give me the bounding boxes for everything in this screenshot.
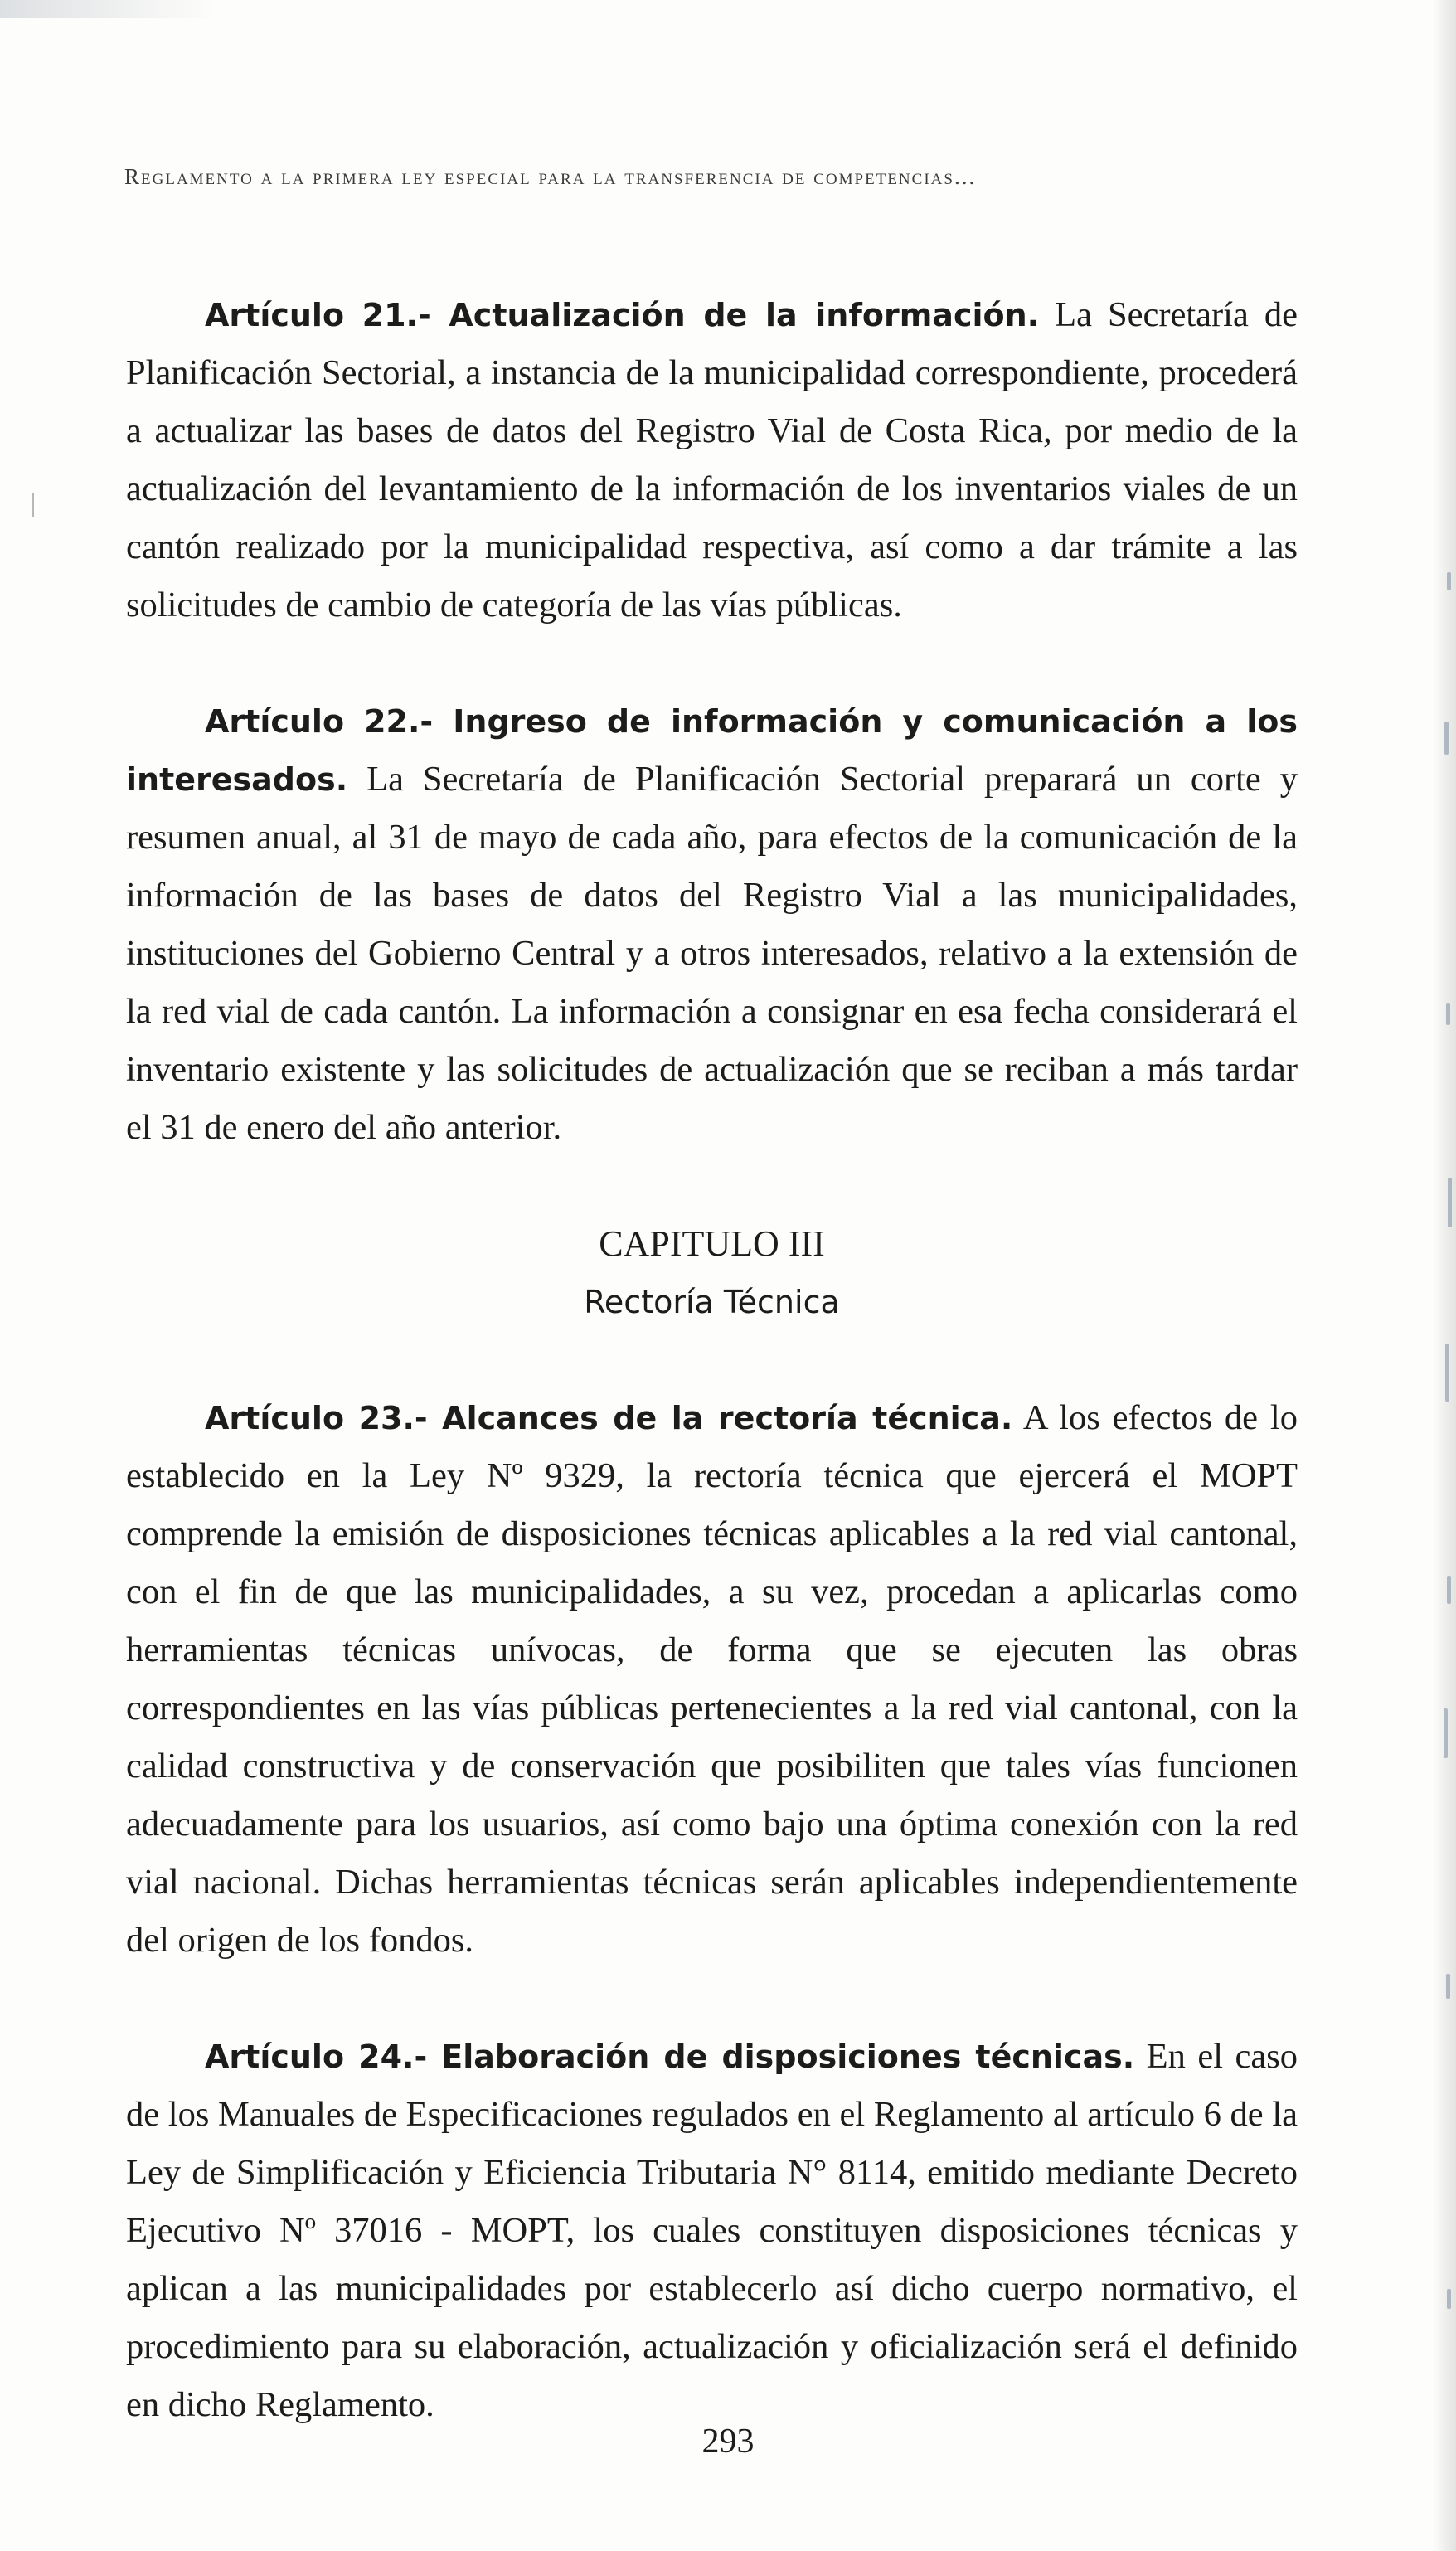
scan-edge (1433, 0, 1456, 2551)
article-body: A los efectos de lo establecido en la Ley Nº 9329, la rectoría técnica que ejercerá el MOPT comprende la emisión de disposiciones técnicas aplicables a la red vial cantonal, con el fin de que las municipalidades, a su vez, procedan a aplicarlas como herramientas técnicas unívocas, de forma que se ejecuten las obras correspondientes en las vías públicas pertenecientes a la red vial cantonal, con la calidad constructiva y de conservación que posibiliten que tales vías funcionen adecuadamente para los usuarios, así como bajo una óptima conexión con la red vial nacional. Dichas herramientas técnicas serán aplicables independientemente del origen de los fondos. (126, 1398, 1298, 1960)
spacer (126, 1157, 1298, 1215)
article-heading: Artículo 23.- Alcances de la rectoría técnica. (205, 1400, 1013, 1436)
spacer (126, 1970, 1298, 2028)
article-heading: Artículo 21.- Actualización de la información. (205, 297, 1040, 333)
article-24 (126, 2028, 1298, 2434)
scan-speck (1446, 1003, 1450, 1025)
scan-speck (1447, 572, 1451, 590)
scan-speck (1444, 1708, 1448, 1758)
page-number: 293 (701, 2422, 755, 2461)
article-body: En el caso de los Manuales de Especificaciones regulados en el Reglamento al artículo 6 de la Ley de Simplificación y Eficiencia Tributaria N° 8114, emitido mediante Decreto Ejecutivo Nº 37016 - MOPT, los cuales constituyen disposiciones técnicas y aplican a las municipalidades por establecerlo así dicho cuerpo normativo, el procedimiento para su elaboración, actualización y oficialización será el definido en dicho Reglamento. (126, 2037, 1298, 2424)
scan-speck (1447, 1576, 1451, 1604)
scan-speck (1444, 722, 1449, 755)
chapter-title: CAPITULO III (599, 1223, 825, 1264)
chapter-subtitle: Rectoría Técnica (584, 1284, 840, 1320)
scan-speck (1447, 2289, 1451, 2309)
spacer (126, 1331, 1298, 1389)
article-23 (126, 1389, 1298, 1970)
article-22 (126, 692, 1298, 1157)
scan-speck (1445, 1344, 1449, 1402)
spacer (126, 634, 1298, 692)
running-header: Reglamento a la primera ley especial para la transferencia de competencias... (124, 164, 977, 189)
scan-speck (1448, 1178, 1452, 1227)
scan-speck (1446, 1974, 1450, 1999)
article-heading: Artículo 22.- Ingreso de información y comunicación a los interesados. (126, 703, 1298, 798)
article-heading: Artículo 24.- Elaboración de disposiciones técnicas. (205, 2038, 1135, 2075)
article-21 (126, 286, 1298, 634)
chapter-heading (126, 1215, 1298, 1331)
page-content (126, 286, 1298, 2434)
scan-mark (32, 493, 34, 517)
scan-smudge (0, 0, 216, 18)
article-body: La Secretaría de Planificación Sectorial preparará un corte y resumen anual, al 31 de mayo de cada año, para efectos de la comunicación de la información de las bases de datos del Registro Vial a las municipalidades, instituciones del Gobierno Central y a otros interesados, relativo a la extensión de la red vial de cada cantón. La información a consignar en esa fecha considerará el inventario existente y las solicitudes de actualización que se reciban a más tardar el 31 de enero del año anterior. (126, 760, 1298, 1147)
article-body: La Secretaría de Planificación Sectorial, a instancia de la municipalidad correspondiente, procederá a actualizar las bases de datos del Registro Vial de Costa Rica, por medio de la actualización del levantamiento de la información de los inventarios viales de un cantón realizado por la municipalidad respectiva, así como a dar trámite a las solicitudes de cambio de categoría de las vías públicas. (126, 295, 1298, 624)
